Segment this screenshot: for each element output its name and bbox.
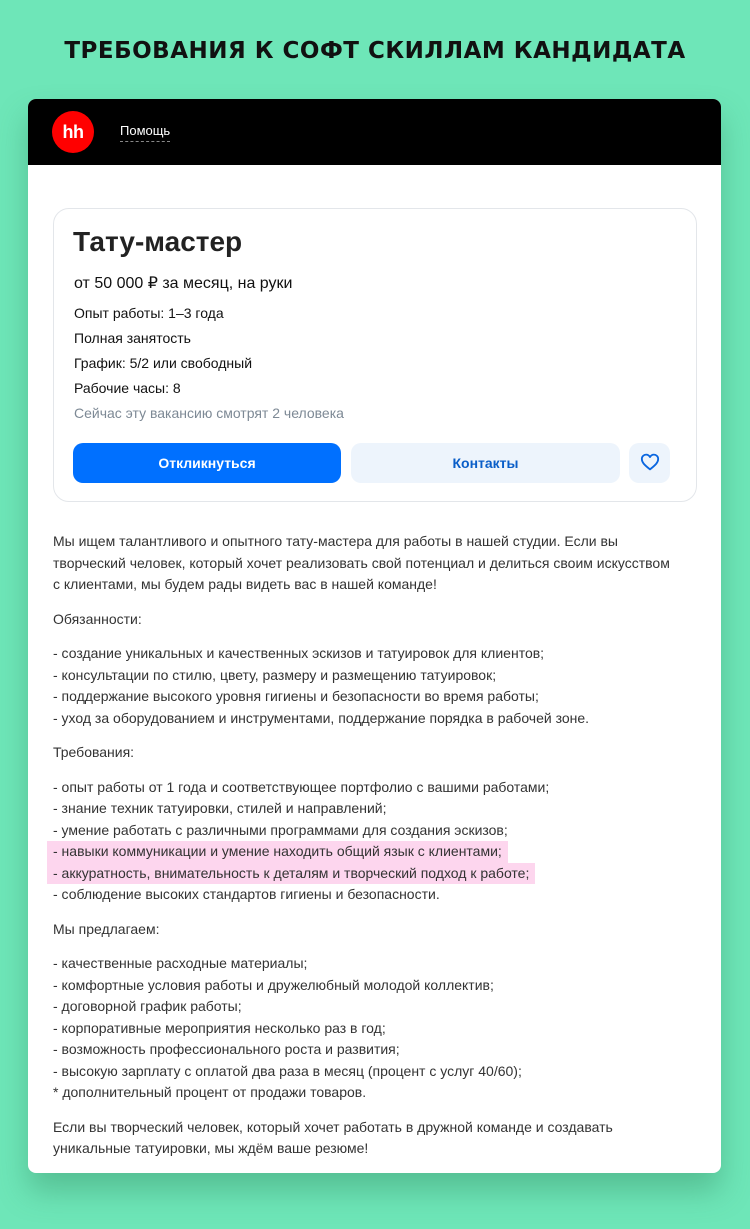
help-link[interactable]: Помощь [120, 123, 170, 142]
duties-list [53, 643, 673, 729]
list-item: - создание уникальных и качественных эскизов и татуировок для клиентов; [53, 645, 545, 661]
hh-logo[interactable]: hh [52, 111, 94, 153]
duties-heading: Обязанности: [53, 610, 142, 627]
list-item: - возможность профессионального роста и развития; [53, 1041, 400, 1057]
highlighted-list-item: - аккуратность, внимательность к деталям и творческий подход к работе; [47, 863, 535, 885]
respond-button[interactable]: Откликнуться [73, 443, 341, 483]
closing-paragraph: Если вы творческий человек, который хочет работать в дружной команде и создавать уникальные татуировки, мы ждём ваше резюме! [53, 1118, 613, 1156]
schedule: График: 5/2 или свободный [74, 355, 253, 371]
experience: Опыт работы: 1–3 года [74, 305, 224, 321]
list-item: - знание техник татуировки, стилей и направлений; [53, 800, 387, 816]
list-item: - комфортные условия работы и дружелюбный молодой коллектив; [53, 976, 494, 993]
favorite-button[interactable] [629, 443, 670, 483]
highlighted-list-item: - навыки коммуникации и умение находить общий язык с клиентами; [47, 841, 508, 863]
offer-heading: Мы предлагаем: [53, 920, 160, 937]
list-item: - качественные расходные материалы; [53, 955, 308, 971]
requirements-heading: Требования: [53, 744, 135, 760]
vacancy-description [53, 531, 673, 1173]
list-item: - договорной график работы; [53, 998, 242, 1014]
heart-icon [640, 453, 660, 474]
list-item: - корпоративные мероприятия несколько раз в год; [53, 1019, 386, 1036]
list-item: - консультации по стилю, цвету, размеру и размещению татуировок; [53, 666, 497, 683]
offers-list [53, 953, 673, 1104]
list-item: - умение работать с различными программами для создания эскизов; [53, 821, 508, 838]
list-item: - опыт работы от 1 года и соответствующее портфолио с вашими работами; [53, 778, 550, 795]
working-hours: Рабочие часы: 8 [74, 380, 181, 396]
list-item: - высокую зарплату с оплатой два раза в месяц (процент с услуг 40/60); [53, 1062, 522, 1079]
intro-paragraph: Мы ищем талантливого и опытного тату-мастера для работы в нашей студии. Если вы творческий человек, который хочет реализовать свой потенциал и делиться своим искусством с клиентами, мы будем рады видеть вас в нашей команде! [53, 533, 670, 592]
contacts-button[interactable]: Контакты [351, 443, 620, 483]
salary: от 50 000 ₽ за месяц, на руки [74, 275, 293, 292]
requirements-list [53, 777, 673, 906]
vacancy-card [53, 208, 697, 502]
top-navigation-bar [28, 99, 721, 165]
vacancy-title: Тату-мастер [73, 226, 243, 257]
employment-type: Полная занятость [74, 330, 191, 346]
list-item: * дополнительный процент от продажи товаров. [53, 1084, 367, 1100]
page-heading: ТРЕБОВАНИЯ К СОФТ СКИЛЛАМ КАНДИДАТА [64, 38, 686, 64]
viewers-count: Сейчас эту вакансию смотрят 2 человека [74, 405, 344, 421]
browser-window [28, 99, 721, 1173]
list-item: - поддержание высокого уровня гигиены и безопасности во время работы; [53, 688, 539, 704]
list-item: - уход за оборудованием и инструментами, поддержание порядка в рабочей зоне. [53, 709, 590, 726]
list-item: - соблюдение высоких стандартов гигиены и безопасности. [53, 886, 440, 902]
